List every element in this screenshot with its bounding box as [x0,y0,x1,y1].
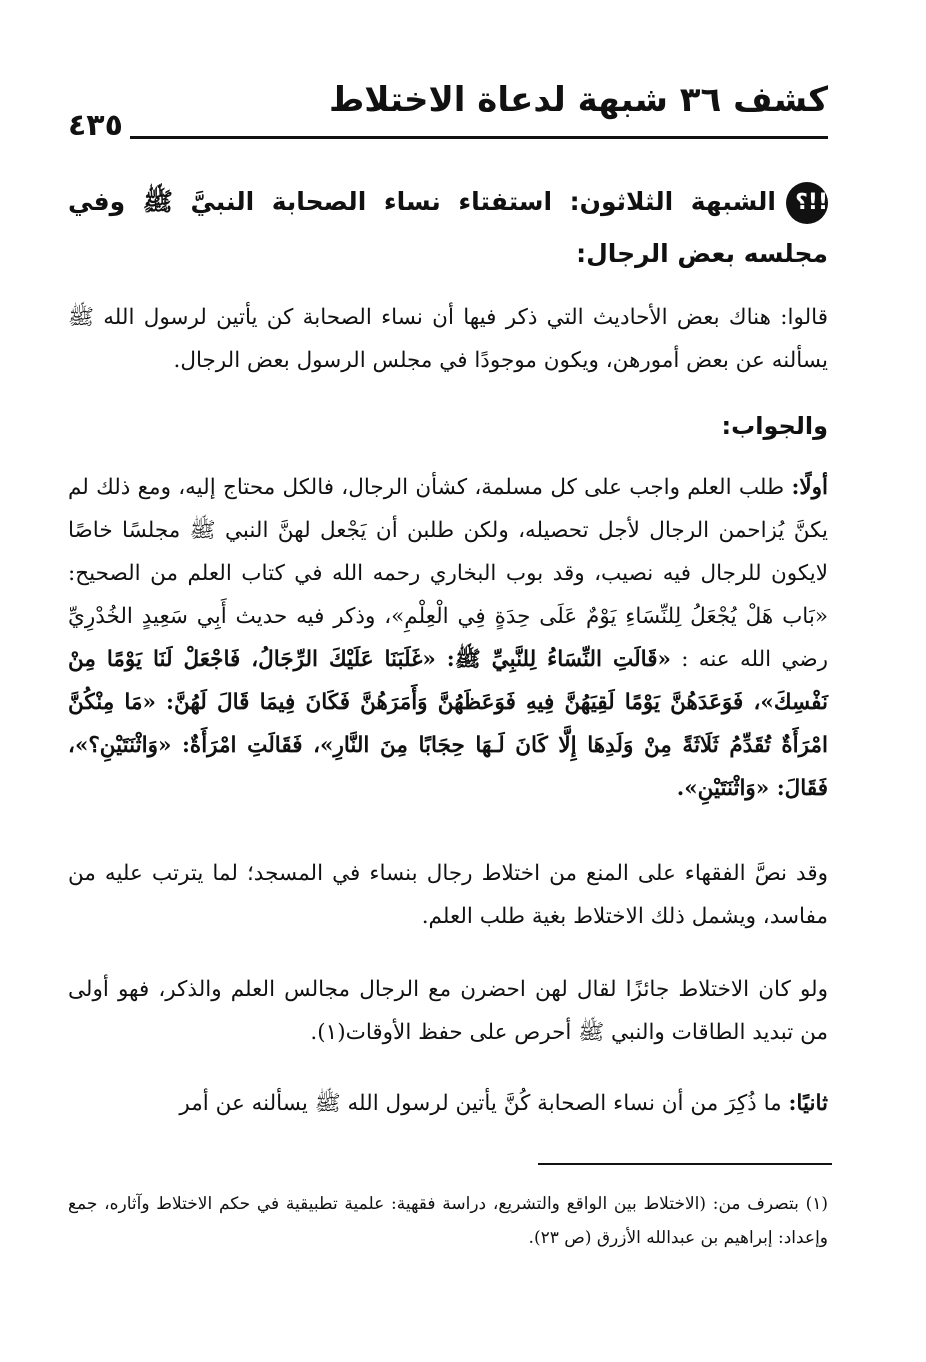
first-point-text: طلب العلم واجب على كل مسلمة، كشأن الرجال، فالكل محتاج إليه، ومع ذلك لم يكنَّ يُزاحمن الرجال لأجل تحصيله، ولكن طلبن أن يَجْعل لهنَّ النبي ﷺ مجلسًا خاصًا لايكون للرجال فيه نصيب، وقد بوب البخاري رحمه الله في كتاب العلم من الصحيح: [68,475,828,586]
second-point [68,1082,828,1125]
second-point-label: ثانيًا: [788,1091,828,1116]
chapter-title-quote: «بَاب هَلْ يُجْعَلُ لِلنِّسَاءِ يَوْمٌ عَلَى حِدَةٍ فِي الْعِلْمِ» [391,604,828,629]
section-heading [68,176,828,280]
footnote-rule [538,1163,832,1165]
heading-text: الشبهة الثلاثون: استفتاء نساء الصحابة النبيَّ ﷺ وفي مجلسه بعض الرجال: [68,187,828,268]
running-header [68,80,828,144]
conditional-text: ولو كان الاختلاط جائزًا لقال لهن احضرن مع الرجال مجالس العلم والذكر، فهو أولى من تبديد الطاقات والنبي ﷺ أحرص على حفظ الأوقات(١). [68,977,828,1045]
footnote: (١) بتصرف من: (الاختلاط بين الواقع والتشريع، دراسة فقهية: علمية تطبيقية في حكم الاختلاط وآثاره، جمع وإعداد: إبراهيم بن عبدالله الأزرق (ص ٢٣). [68,1194,828,1248]
fuqaha-text: وقد نصَّ الفقهاء على المنع من اختلاط رجال بنساء في المسجد؛ لما يترتب عليه من مفاسد، ويشمل ذلك الاختلاط بغية طلب العلم. [68,861,828,929]
question-badge-icon: !!؟ [786,182,828,224]
first-point-middle: ، وذكر فيه حديث أَبِي سَعِيدٍ الخُدْرِيِّ رضي الله عنه : [68,604,828,672]
conditional-paragraph [68,968,828,1054]
second-point-text: ما ذُكِرَ من أن نساء الصحابة كُنَّ يأتين لرسول الله ﷺ يسألنه عن أمر [179,1091,782,1116]
hadith-quote: «قَالَتِ النِّسَاءُ لِلنَّبِيِّ ﷺ: «غَلَبَنَا عَلَيْكَ الرِّجَالُ، فَاجْعَلْ لَنَا يَوْمًا مِنْ نَفْسِكَ»، فَوَعَدَهُنَّ يَوْمًا لَقِيَهُنَّ فِيهِ فَوَعَظَهُنَّ وَأَمَرَهُنَّ فَكَانَ فِيمَا قَالَ لَهُنَّ: «مَا مِنْكُنَّ امْرَأَةٌ تُقَدِّمُ ثَلَاثَةً مِنْ وَلَدِهَا إِلَّا كَانَ لَـهَا حِجَابًا مِنَ النَّارِ»، فَقَالَتِ امْرَأَةٌ: «وَاثْنَتَيْنِ؟»، فَقَالَ: «وَاثْنَتَيْنِ». [68,647,828,801]
first-point-label: أولًا: [791,475,828,500]
page-number: ٤٣٥ [68,108,123,143]
header-rule [130,136,828,139]
answer-heading: والجواب: [721,412,828,440]
fuqaha-paragraph [68,852,828,938]
claim-text: قالوا: هناك بعض الأحاديث التي ذكر فيها أن نساء الصحابة كن يأتين لرسول الله ﷺ يسألنه عن بعض أمورهن، ويكون موجودًا في مجلس الرسول بعض الرجال. [68,305,828,373]
first-point [68,466,828,810]
claim-paragraph [68,296,828,382]
book-title: كشف ٣٦ شبهة لدعاة الاختلاط [328,80,828,120]
